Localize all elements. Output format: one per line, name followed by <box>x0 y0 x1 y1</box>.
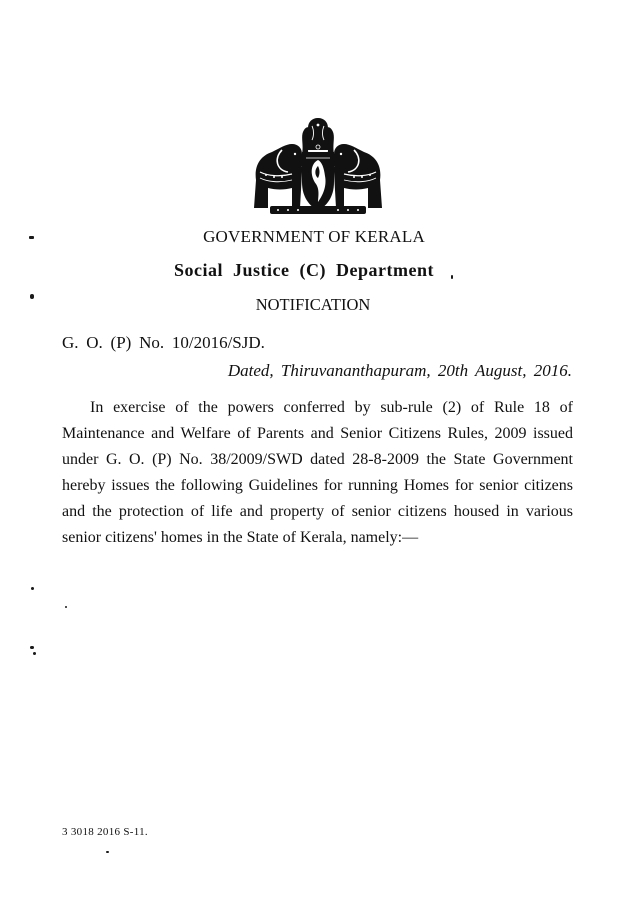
print-code: 3 3018 2016 S-11. <box>62 826 148 838</box>
body-line: under G. O. (P) No. 38/2009/SWD dated 28-8-2009 the State Government <box>62 451 573 468</box>
lion-capital <box>305 118 331 150</box>
department-heading: Social Justice (C) Department <box>174 260 434 280</box>
body-line: In exercise of the powers conferred by sub-rule (2) of Rule 18 of <box>90 399 573 416</box>
scan-speck <box>106 851 109 853</box>
body-line: and the protection of life and property of senior citizens housed in various <box>62 503 573 520</box>
notification-body <box>62 395 573 551</box>
order-number: G. O. (P) No. 10/2016/SJD. <box>62 333 265 352</box>
scan-speck <box>29 236 34 239</box>
scan-speck <box>31 587 34 590</box>
dated-line: Dated, Thiruvananthapuram, 20th August, 2016. <box>227 361 572 380</box>
state-emblem-icon <box>248 114 388 218</box>
scan-speck <box>30 294 34 299</box>
body-line: Maintenance and Welfare of Parents and Senior Citizens Rules, 2009 issued <box>62 425 573 442</box>
scan-speck <box>30 646 34 649</box>
government-heading: GOVERNMENT OF KERALA <box>203 227 425 246</box>
conch-shield <box>302 152 334 211</box>
scan-speck <box>65 606 67 608</box>
scan-speck <box>451 275 453 279</box>
scan-speck <box>33 652 36 655</box>
notification-heading: NOTIFICATION <box>255 295 371 314</box>
body-line: hereby issues the following Guidelines for running Homes for senior citizens <box>62 477 573 494</box>
body-line: senior citizens' homes in the State of Kerala, namely:— <box>62 529 419 546</box>
